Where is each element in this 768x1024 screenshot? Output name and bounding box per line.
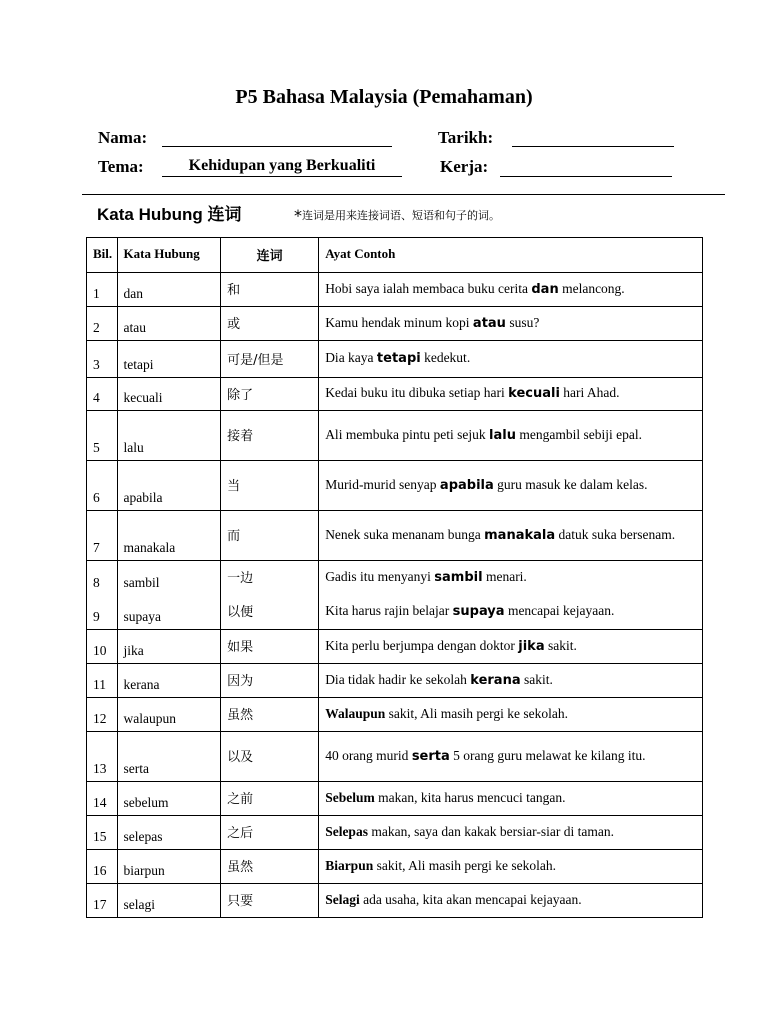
ayat-keyword: tetapi <box>376 351 421 366</box>
ayat-keyword: Sebelum <box>325 790 375 805</box>
table-row <box>87 307 703 341</box>
lianci-cell: 接着 <box>221 411 319 461</box>
ayat-post: sakit, Ali masih pergi ke sekolah. <box>385 706 568 721</box>
ayat-contoh-cell <box>319 595 703 630</box>
table-row <box>87 630 703 664</box>
ayat-keyword: supaya <box>452 603 505 619</box>
row-number: 5 <box>87 411 118 461</box>
kata-hubung-cell: kecuali <box>117 378 221 411</box>
ayat-post: sakit. <box>520 671 553 687</box>
kata-hubung-cell: lalu <box>117 411 221 461</box>
tarikh-label: Tarikh: <box>438 128 494 147</box>
header-kata-hubung: Kata Hubung <box>117 238 221 273</box>
ayat-keyword: serta <box>411 748 450 764</box>
lianci-cell: 之后 <box>221 816 319 850</box>
ayat-pre: Kita perlu berjumpa dengan doktor <box>325 637 519 653</box>
row-number: 3 <box>87 341 118 378</box>
ayat-keyword: sambil <box>434 569 483 585</box>
ayat-keyword: jika <box>518 638 545 654</box>
ayat-keyword: atau <box>472 315 506 331</box>
ayat-keyword: Selagi <box>325 892 360 907</box>
lianci-cell: 只要 <box>221 884 319 918</box>
kata-hubung-cell: serta <box>117 732 221 782</box>
ayat-contoh-cell <box>319 378 703 411</box>
ayat-keyword: Biarpun <box>325 858 374 873</box>
lianci-cell: 或 <box>221 307 319 341</box>
ayat-contoh-cell <box>319 850 703 884</box>
header-bil: Bil. <box>87 238 118 273</box>
ayat-post: 5 orang guru melawat ke kilang itu. <box>449 747 646 763</box>
note-text: 连词是用来连接词语、短语和句子的词。 <box>302 209 500 222</box>
lianci-cell: 如果 <box>221 630 319 664</box>
ayat-keyword: Selepas <box>325 824 368 839</box>
lianci-cell: 以便 <box>221 595 319 630</box>
ayat-pre: 40 orang murid <box>325 747 412 763</box>
tema-value: Kehidupan yang Berkualiti <box>188 157 376 174</box>
ayat-post: susu? <box>505 314 540 330</box>
ayat-contoh-cell <box>319 732 703 782</box>
ayat-contoh-cell <box>319 411 703 461</box>
kata-hubung-cell: selepas <box>117 816 221 850</box>
ayat-post: melancong. <box>558 280 625 296</box>
ayat-keyword: lalu <box>489 427 516 443</box>
ayat-post: sakit. <box>544 637 577 653</box>
table-row <box>87 411 703 461</box>
table-row <box>87 698 703 732</box>
table-row <box>87 378 703 411</box>
ayat-contoh-cell <box>319 511 703 561</box>
ayat-contoh-cell <box>319 816 703 850</box>
lianci-cell: 除了 <box>221 378 319 411</box>
ayat-pre: Murid-murid senyap <box>325 476 440 492</box>
kata-hubung-cell: walaupun <box>117 698 221 732</box>
row-number: 15 <box>87 816 118 850</box>
row-number: 1 <box>87 273 118 307</box>
section-title: Kata Hubung 连词 <box>97 205 242 224</box>
lianci-cell: 之前 <box>221 782 319 816</box>
ayat-post: sakit, Ali masih pergi ke sekolah. <box>373 858 556 873</box>
section-note <box>294 204 500 223</box>
ayat-contoh-cell <box>319 561 703 595</box>
lianci-cell: 一边 <box>221 561 319 595</box>
ayat-post: kedekut. <box>420 350 471 365</box>
kerja-label: Kerja: <box>440 157 489 176</box>
ayat-pre: Dia kaya <box>325 350 377 365</box>
row-number: 9 <box>87 595 118 630</box>
kata-hubung-cell: selagi <box>117 884 221 918</box>
table-row <box>87 850 703 884</box>
ayat-contoh-cell <box>319 341 703 378</box>
ayat-pre: Kedai buku itu dibuka setiap hari <box>325 385 509 400</box>
ayat-contoh-cell <box>319 630 703 664</box>
row-number: 16 <box>87 850 118 884</box>
ayat-post: mencapai kejayaan. <box>504 602 615 618</box>
lianci-cell: 当 <box>221 461 319 511</box>
ayat-post: makan, kita harus mencuci tangan. <box>374 790 566 805</box>
table-row <box>87 511 703 561</box>
ayat-keyword: kecuali <box>508 386 560 401</box>
table-header-row <box>87 238 703 273</box>
lianci-cell: 虽然 <box>221 850 319 884</box>
kerja-field-line <box>500 176 672 177</box>
table-row <box>87 816 703 850</box>
ayat-contoh-cell <box>319 273 703 307</box>
ayat-contoh-cell <box>319 782 703 816</box>
table-row <box>87 561 703 595</box>
ayat-post: makan, saya dan kakak bersiar-siar di taman. <box>367 824 614 839</box>
row-number: 10 <box>87 630 118 664</box>
table-row <box>87 664 703 698</box>
kata-hubung-cell: biarpun <box>117 850 221 884</box>
page-title: P5 Bahasa Malaysia (Pemahaman) <box>235 86 533 108</box>
row-number: 6 <box>87 461 118 511</box>
ayat-post: ada usaha, kita akan mencapai kejayaan. <box>359 892 582 907</box>
kata-hubung-cell: dan <box>117 273 221 307</box>
kata-hubung-table <box>86 237 703 918</box>
row-number: 7 <box>87 511 118 561</box>
row-number: 4 <box>87 378 118 411</box>
row-number: 11 <box>87 664 118 698</box>
table-row <box>87 461 703 511</box>
tema-field-line <box>162 176 402 177</box>
note-star: * <box>294 206 302 225</box>
row-number: 13 <box>87 732 118 782</box>
tarikh-field-line <box>512 146 674 147</box>
ayat-keyword: apabila <box>439 477 494 493</box>
lianci-cell: 可是/但是 <box>221 341 319 378</box>
ayat-post: datuk suka bersenam. <box>555 526 676 542</box>
lianci-cell: 虽然 <box>221 698 319 732</box>
row-number: 12 <box>87 698 118 732</box>
ayat-post: mengambil sebiji epal. <box>516 426 642 442</box>
kata-hubung-cell: apabila <box>117 461 221 511</box>
ayat-keyword: kerana <box>470 672 521 688</box>
ayat-pre: Kita harus rajin belajar <box>325 602 453 618</box>
kata-hubung-cell: sambil <box>117 561 221 595</box>
row-number: 14 <box>87 782 118 816</box>
lianci-cell: 而 <box>221 511 319 561</box>
kata-hubung-cell: sebelum <box>117 782 221 816</box>
header-lianci: 连词 <box>221 238 319 273</box>
ayat-pre: Hobi saya ialah membaca buku cerita <box>325 280 532 296</box>
row-number: 2 <box>87 307 118 341</box>
ayat-post: hari Ahad. <box>559 385 620 400</box>
table-row <box>87 341 703 378</box>
tema-label: Tema: <box>98 157 144 176</box>
table-row <box>87 273 703 307</box>
nama-label: Nama: <box>98 128 148 147</box>
nama-field-line <box>162 146 392 147</box>
kata-hubung-cell: tetapi <box>117 341 221 378</box>
table-row <box>87 595 703 630</box>
ayat-pre: Gadis itu menyanyi <box>325 568 435 584</box>
kata-hubung-cell: atau <box>117 307 221 341</box>
ayat-contoh-cell <box>319 307 703 341</box>
ayat-pre: Nenek suka menanam bunga <box>325 526 485 542</box>
ayat-contoh-cell <box>319 698 703 732</box>
ayat-contoh-cell <box>319 664 703 698</box>
ayat-keyword: Walaupun <box>325 706 386 721</box>
row-number: 17 <box>87 884 118 918</box>
ayat-keyword: manakala <box>484 527 556 543</box>
header-divider <box>82 194 725 195</box>
kata-hubung-cell: supaya <box>117 595 221 630</box>
ayat-contoh-cell <box>319 461 703 511</box>
lianci-cell: 和 <box>221 273 319 307</box>
lianci-cell: 因为 <box>221 664 319 698</box>
header-ayat-contoh: Ayat Contoh <box>319 238 703 273</box>
ayat-post: menari. <box>482 568 527 584</box>
ayat-post: guru masuk ke dalam kelas. <box>493 476 648 492</box>
ayat-pre: Ali membuka pintu peti sejuk <box>325 426 490 442</box>
ayat-pre: Dia tidak hadir ke sekolah <box>325 671 471 687</box>
kata-hubung-cell: jika <box>117 630 221 664</box>
table-row <box>87 732 703 782</box>
kata-hubung-cell: manakala <box>117 511 221 561</box>
ayat-contoh-cell <box>319 884 703 918</box>
ayat-pre: Kamu hendak minum kopi <box>325 314 473 330</box>
table-row <box>87 782 703 816</box>
kata-hubung-cell: kerana <box>117 664 221 698</box>
lianci-cell: 以及 <box>221 732 319 782</box>
table-row <box>87 884 703 918</box>
row-number: 8 <box>87 561 118 595</box>
ayat-keyword: dan <box>531 281 559 297</box>
